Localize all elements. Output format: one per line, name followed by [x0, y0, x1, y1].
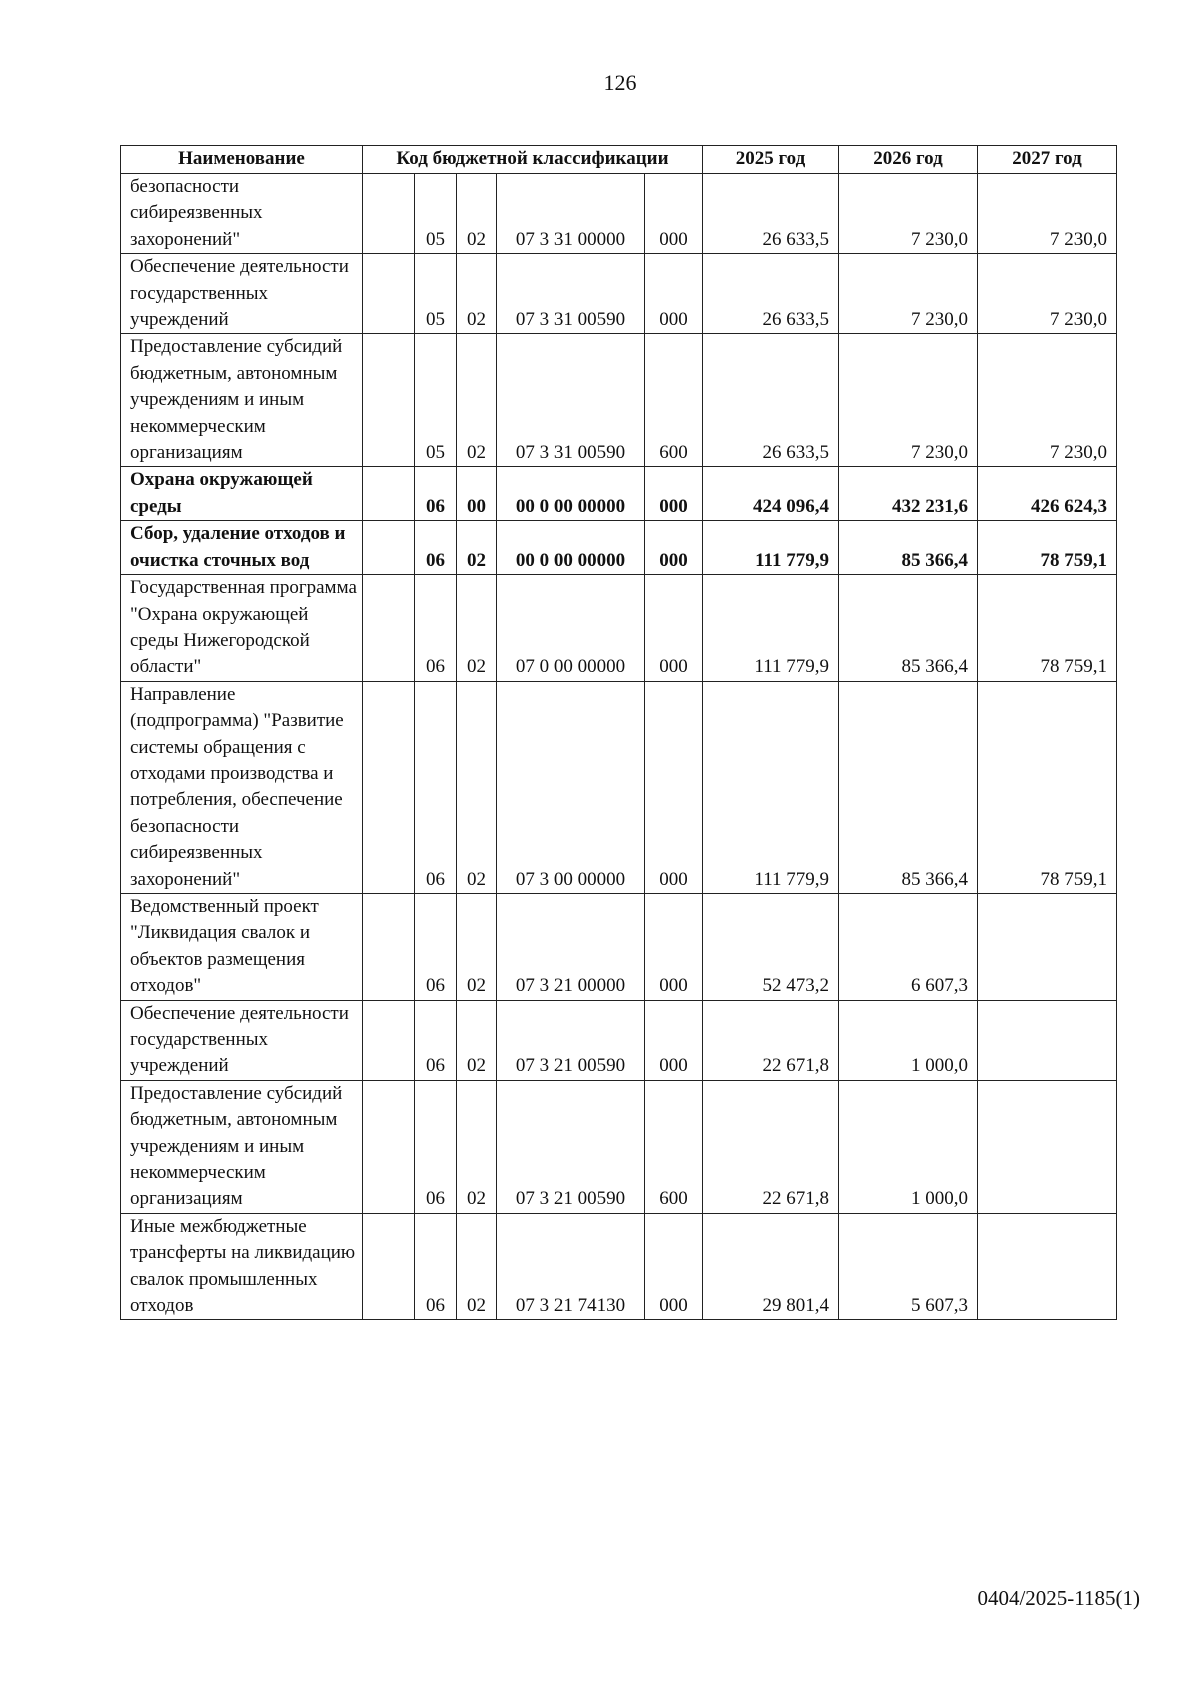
row-amount-2025: 424 096,4: [703, 467, 839, 521]
row-section-code: 06: [415, 1000, 457, 1080]
row-section-code: 06: [415, 1213, 457, 1320]
row-amount-2027: 7 230,0: [978, 254, 1117, 334]
row-amount-2027: 78 759,1: [978, 521, 1117, 575]
table-row: [121, 334, 1117, 467]
row-amount-2027: [978, 893, 1117, 1000]
row-name: Ведомственный проект "Ликвидация свалок и объектов размещения отходов": [121, 893, 363, 1000]
header-code: Код бюджетной классификации: [363, 146, 703, 174]
header-name: Наименование: [121, 146, 363, 174]
row-amount-2025: 111 779,9: [703, 681, 839, 893]
row-section-code: 06: [415, 893, 457, 1000]
table-row: [121, 1213, 1117, 1320]
row-expense-type: 600: [645, 1080, 703, 1213]
row-expense-type: 000: [645, 254, 703, 334]
header-2027: 2027 год: [978, 146, 1117, 174]
row-expense-type: 000: [645, 174, 703, 254]
row-target-article: 00 0 00 00000: [497, 521, 645, 575]
row-section-code: 06: [415, 467, 457, 521]
row-target-article: 07 3 21 00000: [497, 893, 645, 1000]
row-target-article: 00 0 00 00000: [497, 467, 645, 521]
row-name: Охрана окружающей среды: [121, 467, 363, 521]
row-expense-type: 000: [645, 1213, 703, 1320]
row-amount-2025: 26 633,5: [703, 174, 839, 254]
row-subsection-code: 00: [457, 467, 497, 521]
row-target-article: 07 3 21 00590: [497, 1000, 645, 1080]
row-amount-2026: 85 366,4: [839, 575, 978, 682]
row-blank-cell: [363, 893, 415, 1000]
budget-table: [120, 145, 1117, 1320]
row-amount-2025: 22 671,8: [703, 1080, 839, 1213]
row-subsection-code: 02: [457, 1080, 497, 1213]
row-amount-2025: 22 671,8: [703, 1000, 839, 1080]
row-blank-cell: [363, 681, 415, 893]
row-subsection-code: 02: [457, 575, 497, 682]
table-row: [121, 575, 1117, 682]
row-name: Предоставление субсидий бюджетным, автономным учреждениям и иным некоммерческим организациям: [121, 1080, 363, 1213]
row-amount-2027: 78 759,1: [978, 575, 1117, 682]
row-amount-2026: 1 000,0: [839, 1000, 978, 1080]
row-subsection-code: 02: [457, 521, 497, 575]
row-expense-type: 000: [645, 681, 703, 893]
row-subsection-code: 02: [457, 174, 497, 254]
row-amount-2026: 432 231,6: [839, 467, 978, 521]
row-amount-2026: 85 366,4: [839, 681, 978, 893]
row-amount-2027: [978, 1000, 1117, 1080]
table-body: [121, 174, 1117, 1320]
header-2025: 2025 год: [703, 146, 839, 174]
row-section-code: 06: [415, 1080, 457, 1213]
table-row: [121, 1000, 1117, 1080]
row-subsection-code: 02: [457, 254, 497, 334]
row-amount-2026: 7 230,0: [839, 254, 978, 334]
row-name: Обеспечение деятельности государственных учреждений: [121, 1000, 363, 1080]
page-number: 126: [603, 70, 637, 95]
row-blank-cell: [363, 575, 415, 682]
row-amount-2026: 85 366,4: [839, 521, 978, 575]
row-name: Направление (подпрограмма) "Развитие системы обращения с отходами производства и потребления, обеспечение безопасности сибиреязвенных захоронений": [121, 681, 363, 893]
row-section-code: 05: [415, 334, 457, 467]
row-target-article: 07 3 31 00590: [497, 254, 645, 334]
table-row: [121, 254, 1117, 334]
row-amount-2025: 52 473,2: [703, 893, 839, 1000]
row-amount-2025: 26 633,5: [703, 254, 839, 334]
row-subsection-code: 02: [457, 334, 497, 467]
row-amount-2026: 7 230,0: [839, 174, 978, 254]
row-expense-type: 000: [645, 1000, 703, 1080]
table-row: [121, 174, 1117, 254]
row-amount-2025: 111 779,9: [703, 575, 839, 682]
row-target-article: 07 3 31 00590: [497, 334, 645, 467]
row-subsection-code: 02: [457, 1213, 497, 1320]
row-expense-type: 000: [645, 575, 703, 682]
table-header-row: [121, 146, 1117, 174]
header-2026: 2026 год: [839, 146, 978, 174]
row-expense-type: 000: [645, 521, 703, 575]
row-blank-cell: [363, 254, 415, 334]
row-section-code: 06: [415, 681, 457, 893]
table-row: [121, 467, 1117, 521]
row-target-article: 07 3 31 00000: [497, 174, 645, 254]
row-subsection-code: 02: [457, 1000, 497, 1080]
row-target-article: 07 3 21 74130: [497, 1213, 645, 1320]
row-section-code: 06: [415, 521, 457, 575]
row-target-article: 07 0 00 00000: [497, 575, 645, 682]
row-blank-cell: [363, 334, 415, 467]
row-blank-cell: [363, 174, 415, 254]
row-target-article: 07 3 21 00590: [497, 1080, 645, 1213]
row-amount-2025: 29 801,4: [703, 1213, 839, 1320]
table-row: [121, 1080, 1117, 1213]
row-amount-2026: 7 230,0: [839, 334, 978, 467]
row-section-code: 05: [415, 174, 457, 254]
row-amount-2027: [978, 1080, 1117, 1213]
row-blank-cell: [363, 467, 415, 521]
row-name: Иные межбюджетные трансферты на ликвидацию свалок промышленных отходов: [121, 1213, 363, 1320]
row-section-code: 06: [415, 575, 457, 682]
row-expense-type: 000: [645, 467, 703, 521]
row-amount-2027: [978, 1213, 1117, 1320]
row-subsection-code: 02: [457, 681, 497, 893]
row-subsection-code: 02: [457, 893, 497, 1000]
row-amount-2027: 426 624,3: [978, 467, 1117, 521]
row-section-code: 05: [415, 254, 457, 334]
row-amount-2026: 5 607,3: [839, 1213, 978, 1320]
document-number: 0404/2025-1185(1): [977, 1586, 1140, 1610]
row-blank-cell: [363, 1000, 415, 1080]
row-blank-cell: [363, 1213, 415, 1320]
row-amount-2027: 7 230,0: [978, 174, 1117, 254]
row-blank-cell: [363, 1080, 415, 1213]
row-name: Предоставление субсидий бюджетным, автономным учреждениям и иным некоммерческим организациям: [121, 334, 363, 467]
row-blank-cell: [363, 521, 415, 575]
row-expense-type: 600: [645, 334, 703, 467]
row-amount-2026: 6 607,3: [839, 893, 978, 1000]
row-name: Сбор, удаление отходов и очистка сточных вод: [121, 521, 363, 575]
table-row: [121, 893, 1117, 1000]
row-amount-2025: 111 779,9: [703, 521, 839, 575]
row-amount-2026: 1 000,0: [839, 1080, 978, 1213]
row-name: безопасности сибиреязвенных захоронений": [121, 174, 363, 254]
row-amount-2027: 7 230,0: [978, 334, 1117, 467]
row-amount-2025: 26 633,5: [703, 334, 839, 467]
table-row: [121, 521, 1117, 575]
table-row: [121, 681, 1117, 893]
row-name: Государственная программа "Охрана окружающей среды Нижегородской области": [121, 575, 363, 682]
row-amount-2027: 78 759,1: [978, 681, 1117, 893]
row-expense-type: 000: [645, 893, 703, 1000]
row-target-article: 07 3 00 00000: [497, 681, 645, 893]
row-name: Обеспечение деятельности государственных учреждений: [121, 254, 363, 334]
